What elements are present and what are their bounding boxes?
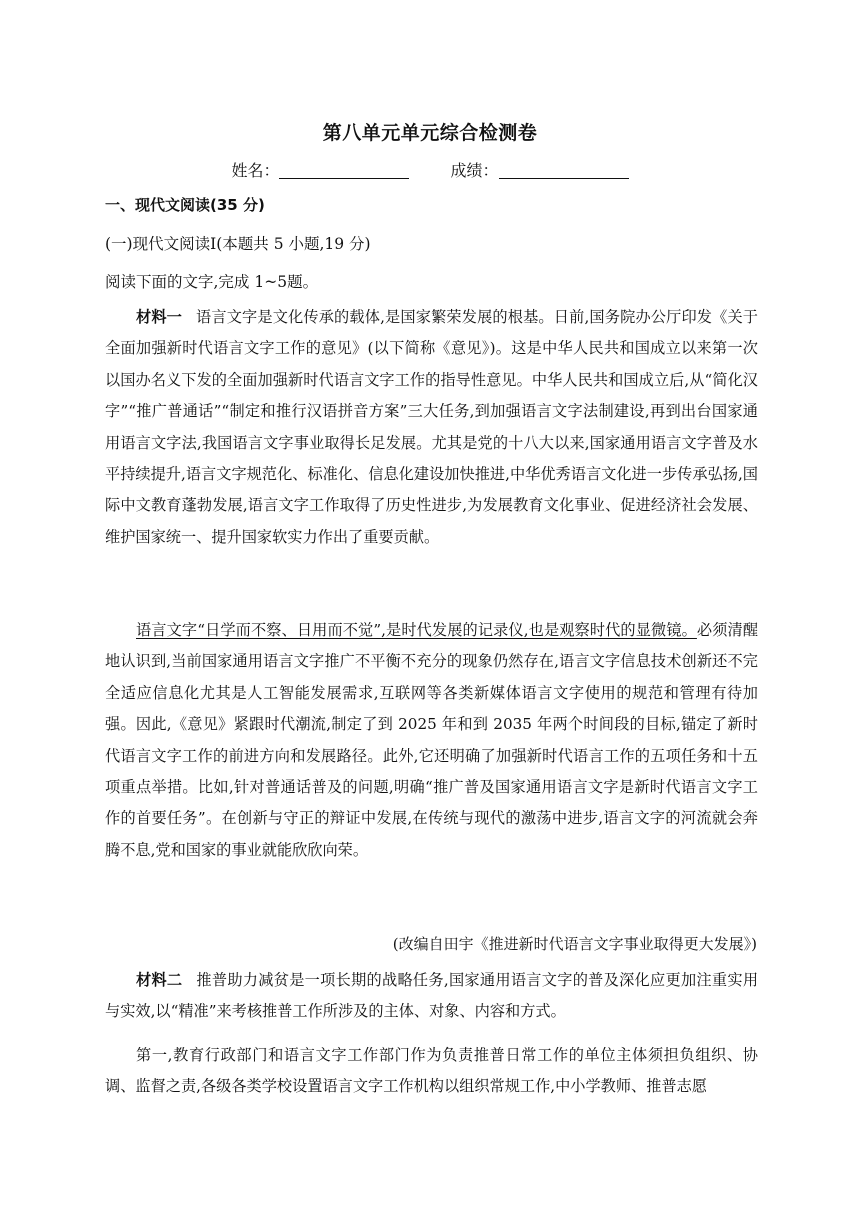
reading-instruction: 阅读下面的文字,完成 1~5题。 bbox=[105, 273, 319, 291]
score-blank[interactable] bbox=[499, 162, 629, 179]
material2-paragraph2: 第一,教育行政部门和语言文字工作部门作为负责推普日常工作的单位主体须担负组织、协调、监督之责,各级各类学校设置语言文字工作机构以组织常规工作,中小学教师、推普志愿 bbox=[105, 1046, 758, 1096]
name-field bbox=[231, 158, 409, 181]
material1-paragraph2 bbox=[105, 615, 758, 866]
name-label: 姓名： bbox=[231, 161, 280, 180]
student-info-fields bbox=[0, 158, 860, 181]
underlined-sentence: 语言文字“日学而不察、日用而不觉”,是时代发展的记录仪,也是观察时代的显微镜。 bbox=[136, 621, 697, 639]
material1-paragraph1 bbox=[105, 302, 758, 553]
page-title: 第八单元单元综合检测卷 bbox=[322, 122, 538, 144]
material2-label: 材料二 bbox=[136, 971, 183, 989]
subsection-heading: (一)现代文阅读Ⅰ(本题共 5 小题,19 分) bbox=[105, 235, 371, 253]
section-heading: 一、现代文阅读(35 分) bbox=[105, 196, 265, 214]
score-field bbox=[451, 158, 629, 181]
material1-source: (改编自田宇《推进新时代语言文字事业取得更大发展》) bbox=[392, 935, 757, 953]
material2-paragraph1 bbox=[105, 965, 758, 1028]
material2-p1-text: 推普助力减贫是一项长期的战略任务,国家通用语言文字的普及深化应更加注重实用与实效,以“精准”来考核推普工作所涉及的主体、对象、内容和方式。 bbox=[105, 971, 759, 1021]
name-blank[interactable] bbox=[279, 162, 409, 179]
material1-p2-text: 必须清醒地认识到,当前国家通用语言文字推广不平衡不充分的现象仍然存在,语言文字信息技术创新还不完全适应信息化尤其是人工智能发展需求,互联网等各类新媒体语言文字使用的规范和管理有待加强。因此,《意见》紧跟时代潮流,制定了到 2025 年和到 2035 年两个时间段的目标,锚定了新时代语言文字工作的前进方向和发展路径。此外,它还明确了加强新时代语言工作的五项任务和十五项重点举措。比如,针对普通话普及的问题,明确“推广普及国家通用语言文字是新时代语言文字工作的首要任务”。在创新与守正的辩证中发展,在传统与现代的激荡中进步,语言文字的河流就会奔腾不息,党和国家的事业就能欣欣向荣。 bbox=[105, 621, 759, 859]
score-label: 成绩： bbox=[450, 161, 499, 180]
material1-label: 材料一 bbox=[136, 308, 183, 326]
material1-p1-text: 语言文字是文化传承的载体,是国家繁荣发展的根基。日前,国务院办公厅印发《关于全面加强新时代语言文字工作的意见》(以下简称《意见》)。这是中华人民共和国成立以来第一次以国办名义下发的全面加强新时代语言文字工作的指导性意见。中华人民共和国成立后,从“简化汉字”“推广普通话”“制定和推行汉语拼音方案”三大任务,到加强语言文字法制建设,再到出台国家通用语言文字法,我国语言文字事业取得长足发展。尤其是党的十八大以来,国家通用语言文字普及水平持续提升,语言文字规范化、标准化、信息化建设加快推进,中华优秀语言文化进一步传承弘扬,国际中文教育蓬勃发展,语言文字工作取得了历史性进步,为发展教育文化事业、促进经济社会发展、维护国家统一、提升国家软实力作出了重要贡献。 bbox=[105, 308, 758, 546]
